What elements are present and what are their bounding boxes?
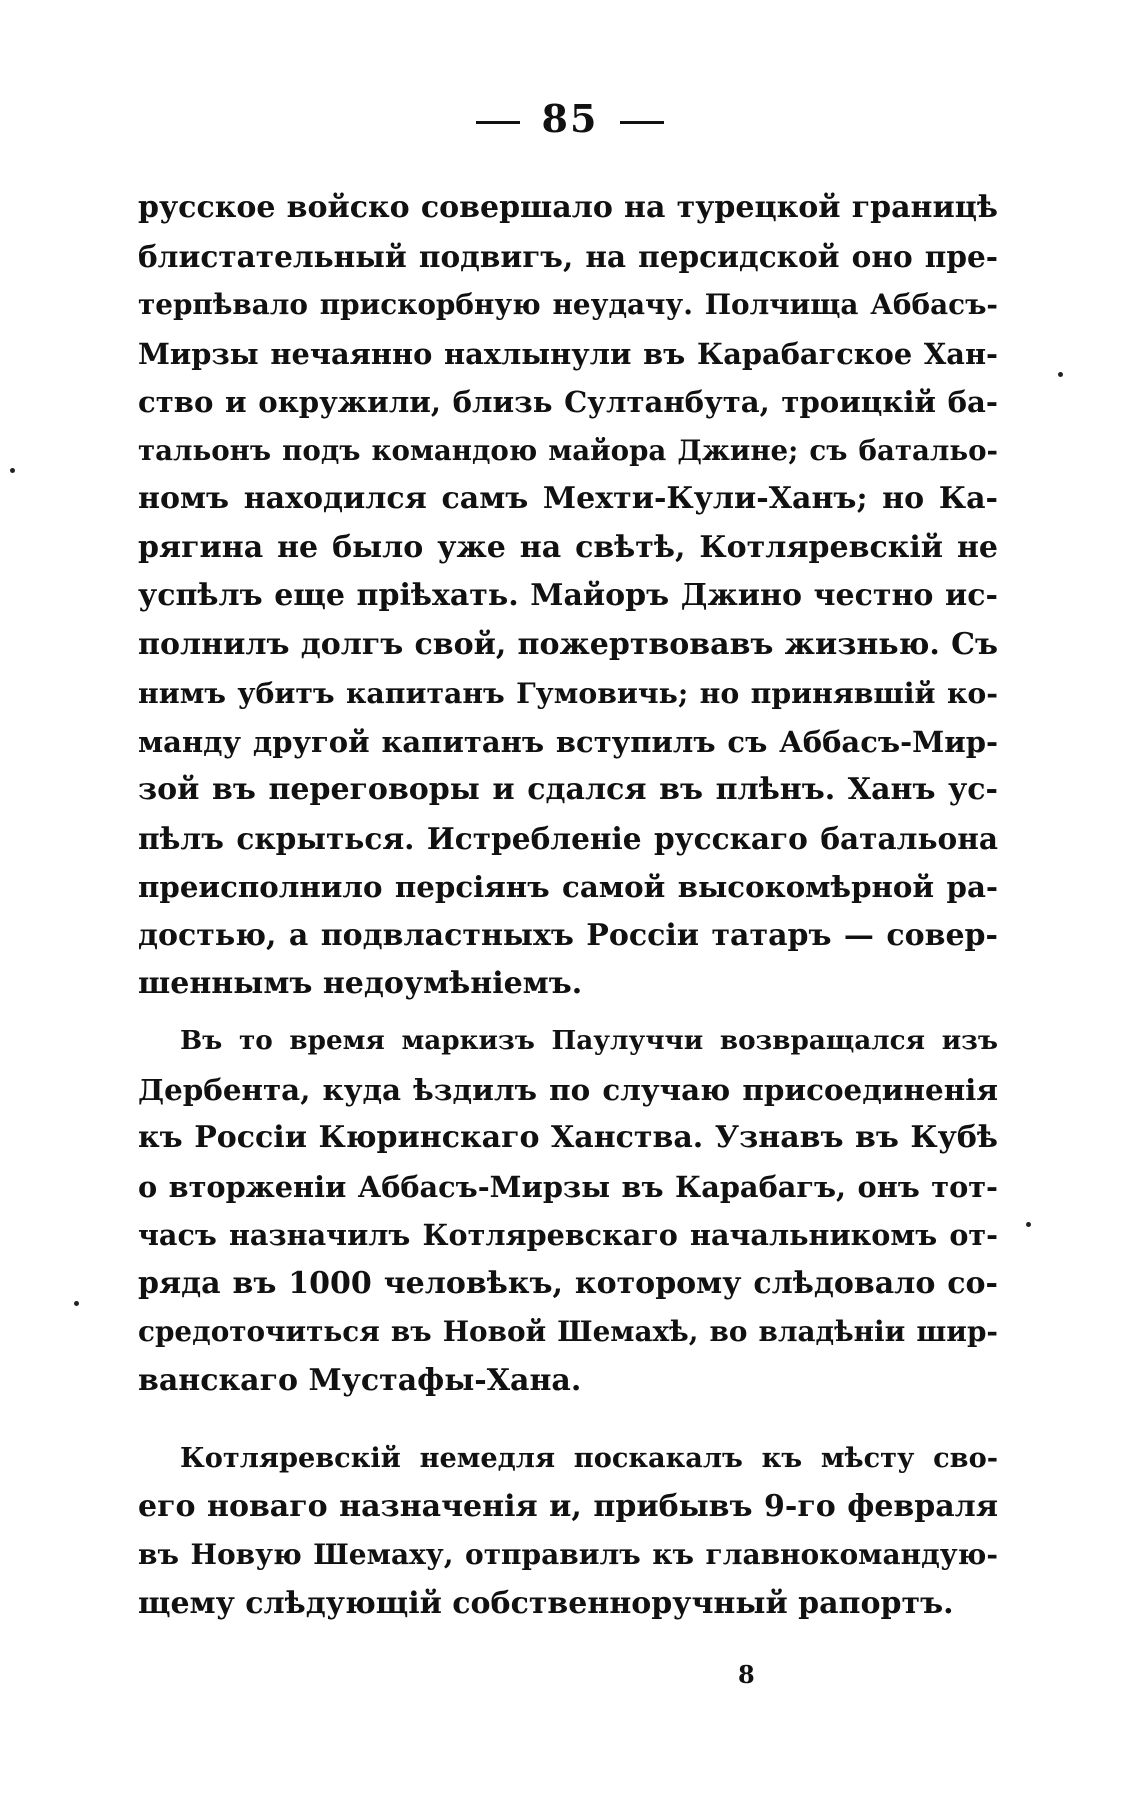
print-speck — [1058, 372, 1063, 377]
print-speck — [1026, 1222, 1031, 1227]
text-line: преисполнило персіянъ самой высокомѣрной ра- — [138, 870, 998, 904]
text-line: русское войско совершало на турецкой границѣ — [138, 190, 998, 225]
text-line: достью, а подвластныхъ Россіи татаръ — совер- — [138, 917, 998, 953]
text-line: манду другой капитанъ вступилъ съ Аббасъ-Мир- — [138, 724, 998, 759]
text-line: о вторженіи Аббасъ-Мирзы въ Карабагъ, онъ тот- — [138, 1169, 998, 1204]
text-line: номъ находился самъ Мехти-Кули-Ханъ; но Ка- — [138, 481, 998, 516]
text-line: щему слѣдующій собственноручный рапортъ. — [138, 1585, 954, 1621]
header-dash-right — [620, 121, 664, 124]
text-line: Мирзы нечаянно нахлынули въ Карабагское Хан- — [138, 336, 998, 371]
text-line: шеннымъ недоумѣніемъ. — [138, 966, 583, 1001]
text-line: терпѣвало прискорбную неудачу. Полчища Аббасъ- — [138, 288, 998, 321]
text-line: рягина не было уже на свѣтѣ, Котляревскій не — [138, 529, 998, 565]
signature-mark: 8 — [738, 1660, 755, 1689]
text-line: Въ то время маркизъ Паулуччи возвращался изъ — [180, 1025, 998, 1056]
text-line: зой въ переговоры и сдался въ плѣнъ. Ханъ ус- — [138, 772, 998, 807]
print-speck — [74, 1301, 79, 1306]
text-line: блистательный подвигъ, на персидской оно пре- — [138, 238, 998, 274]
text-line: пѣлъ скрыться. Истребленіе русскаго батальона — [138, 820, 998, 856]
page-number: 85 — [541, 96, 599, 141]
text-line: часъ назначилъ Котляревскаго начальникомъ от- — [138, 1218, 998, 1252]
text-line: его новаго назначенія и, прибывъ 9-го февраля — [138, 1488, 998, 1524]
text-line: нимъ убитъ капитанъ Гумовичь; но принявшій ко- — [138, 676, 998, 710]
text-line: успѣлъ еще прiѣхать. Майоръ Джино честно ис- — [138, 578, 998, 613]
text-line: тальонъ подъ командою майора Джине; съ батальо- — [138, 433, 998, 467]
text-line: въ Новую Шемаху, отправилъ къ главнокомандую- — [138, 1538, 998, 1571]
page-header — [0, 96, 1140, 141]
text-line: къ Россіи Кюринскаго Ханства. Узнавъ въ Кубѣ — [138, 1120, 998, 1155]
text-line: Дербента, куда ѣздилъ по случаю присоединенія — [138, 1071, 998, 1107]
paragraph-1 — [138, 184, 998, 1009]
print-speck — [10, 468, 15, 473]
text-line: ство и окружили, близь Султанбута, троицкій ба- — [138, 385, 998, 419]
paragraph-3 — [138, 1434, 998, 1628]
header-dash-left — [476, 121, 520, 124]
text-line: средоточиться въ Новой Шемахѣ, во владѣніи шир- — [138, 1315, 998, 1348]
text-line: полнилъ долгъ свой, пожертвовавъ жизнью. Съ — [138, 626, 998, 662]
text-line: ряда въ 1000 человѣкъ, которому слѣдовало со- — [138, 1265, 998, 1301]
text-line: Котляревскій немедля поскакалъ къ мѣсту сво- — [180, 1442, 998, 1474]
text-line: ванскаго Мустафы-Хана. — [138, 1362, 582, 1398]
paragraph-2 — [138, 1017, 998, 1405]
